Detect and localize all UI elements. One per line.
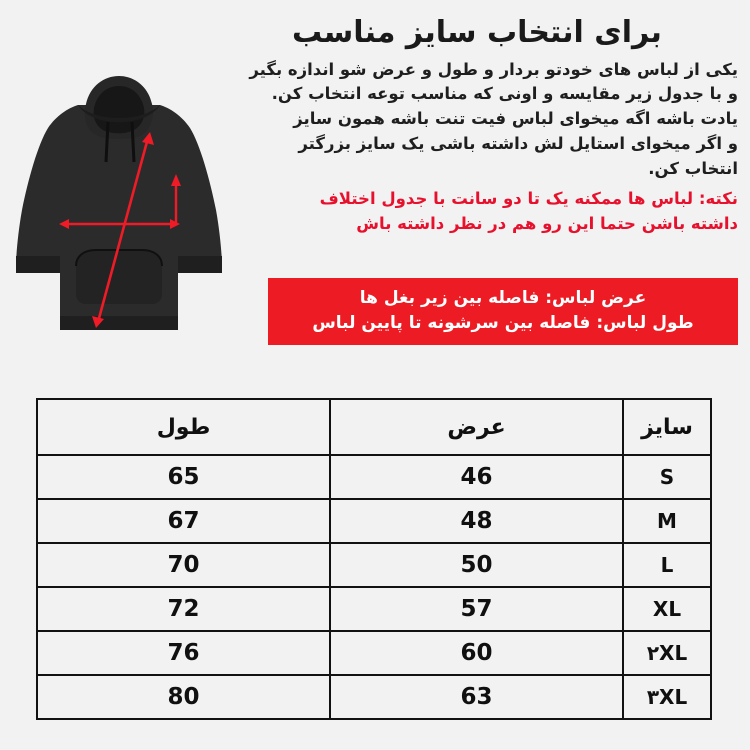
note-line-2: داشته باشن حتما این رو هم در نظر داشته باش [356, 214, 738, 233]
cell-width: 60 [330, 631, 623, 675]
cell-size: ۳XL [623, 675, 711, 719]
cell-length: 72 [37, 587, 330, 631]
definition-width: عرض لباس: فاصله بین زیر بغل ها [359, 288, 647, 308]
cell-width: 48 [330, 499, 623, 543]
cell-size: S [623, 455, 711, 499]
cell-size: XL [623, 587, 711, 631]
page-title: برای انتخاب سایز مناسب [292, 15, 662, 50]
cell-width: 46 [330, 455, 623, 499]
size-table-wrapper [38, 398, 712, 720]
text-column [228, 14, 738, 237]
header-width: عرض [330, 399, 623, 455]
table-row [37, 587, 711, 631]
table-row [37, 543, 711, 587]
intro-line-1: یکی از لباس های خودتو بردار و طول و عرض شو اندازه بگیر [249, 59, 738, 79]
cell-length: 70 [37, 543, 330, 587]
table-header-row [37, 399, 711, 455]
cell-width: 63 [330, 675, 623, 719]
cell-width: 50 [330, 543, 623, 587]
cell-length: 67 [37, 499, 330, 543]
cell-size: ۲XL [623, 631, 711, 675]
definition-length: طول لباس: فاصله بین سرشونه تا پایین لباس [312, 312, 694, 333]
intro-line-3: یادت باشه اگه میخوای لباس فیت تنت باشه همون سایز [293, 109, 738, 128]
size-table [36, 398, 712, 720]
cell-length: 76 [37, 631, 330, 675]
table-body [37, 455, 711, 719]
intro-text [228, 58, 738, 182]
cell-length: 80 [37, 675, 330, 719]
intro-line-5: انتخاب کن. [648, 158, 738, 178]
note-line-1: نکته: لباس ها ممکنه یک تا دو سانت با جدول اختلاف [319, 189, 738, 209]
measurement-definition-box [268, 278, 738, 345]
cell-length: 65 [37, 455, 330, 499]
table-row [37, 675, 711, 719]
cell-size: L [623, 543, 711, 587]
intro-line-2: و با جدول زیر مقایسه و اونی که مناسب توعه انتخاب کن. [271, 84, 738, 104]
header-size: سایز [623, 399, 711, 455]
cell-width: 57 [330, 587, 623, 631]
table-row [37, 499, 711, 543]
hoodie-illustration [8, 70, 238, 360]
cell-size: M [623, 499, 711, 543]
table-row [37, 455, 711, 499]
header-length: طول [37, 399, 330, 455]
intro-line-4: و اگر میخوای استایل لش داشته باشی یک سایز بزرگتر [298, 133, 738, 153]
note-text [228, 187, 738, 237]
table-row [37, 631, 711, 675]
hoodie-svg [8, 70, 238, 360]
table-header [37, 399, 711, 455]
